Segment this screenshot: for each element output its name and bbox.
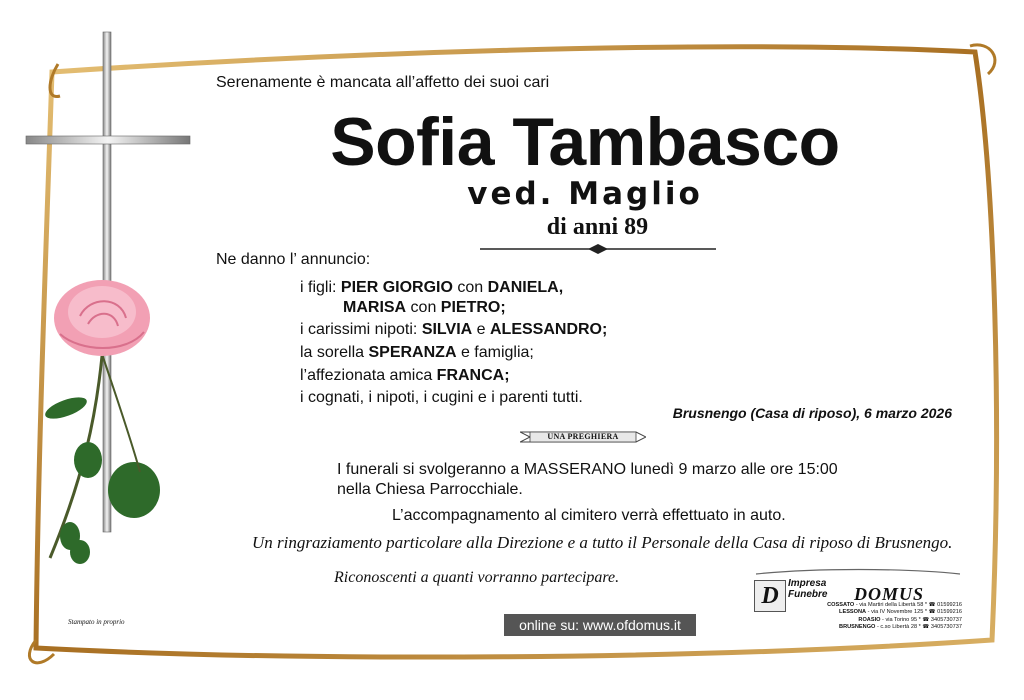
agency-offices <box>788 602 962 632</box>
relatives-line: la sorella SPERANZA e famiglia; <box>300 344 534 361</box>
relatives-line: i cognati, i nipoti, i cugini e i parenti tutti. <box>300 389 583 406</box>
agency-block <box>754 566 962 636</box>
age-text: di anni 89 <box>546 214 649 240</box>
online-banner[interactable]: online su: www.ofdomus.it <box>504 614 696 636</box>
funeral-line: nella Chiesa Parrocchiale. <box>337 481 523 498</box>
office-line: LESSONA - via IV Novembre 125 * ☎ 01599216 <box>839 609 962 616</box>
printed-note: Stampato in proprio <box>68 618 125 626</box>
announce-label: Ne danno l’ annuncio: <box>216 251 371 268</box>
married-name: ved. Maglio <box>467 176 703 212</box>
agency-logo: D <box>754 580 786 612</box>
agency-type: Impresa Funebre <box>788 578 828 600</box>
agency-name: DOMUS <box>854 584 925 604</box>
deceased-name: Sofia Tambasco <box>330 104 840 180</box>
intro-text: Serenamente è mancata all’affetto dei suoi cari <box>216 74 550 91</box>
ornament-divider <box>480 243 716 255</box>
prayer-banner <box>520 430 646 444</box>
thanks-text: Un ringraziamento particolare alla Direzione e a tutto il Personale della Casa di riposo di Brusnengo. <box>252 533 953 552</box>
grateful-text: Riconoscenti a quanti vorranno partecipare. <box>334 569 620 586</box>
office-line: BRUSNENGO - c.so Libertà 28 * ☎ 3405730737 <box>839 624 962 631</box>
prayer-label: UNA PREGHIERA <box>547 432 619 441</box>
relatives-line: l’affezionata amica FRANCA; <box>300 367 510 384</box>
place-date: Brusnengo (Casa di riposo), 6 marzo 2026 <box>672 405 952 421</box>
relatives-line: i carissimi nipoti: SILVIA e ALESSANDRO; <box>300 321 608 338</box>
rose-icon <box>30 276 170 576</box>
office-line: ROASIO - via Torino 95 * ☎ 3405730737 <box>858 616 962 623</box>
relatives-line: i figli: PIER GIORGIO con DANIELA, <box>300 279 564 296</box>
funeral-line: I funerali si svolgeranno a MASSERANO lunedì 9 marzo alle ore 15:00 <box>337 461 838 478</box>
office-line: COSSATO - via Martiri della Libertà 58 * ☎ 01599216 <box>827 602 962 608</box>
relatives-line: MARISA con PIETRO; <box>343 299 506 316</box>
funeral-line: L’accompagnamento al cimitero verrà effettuato in auto. <box>392 507 786 524</box>
